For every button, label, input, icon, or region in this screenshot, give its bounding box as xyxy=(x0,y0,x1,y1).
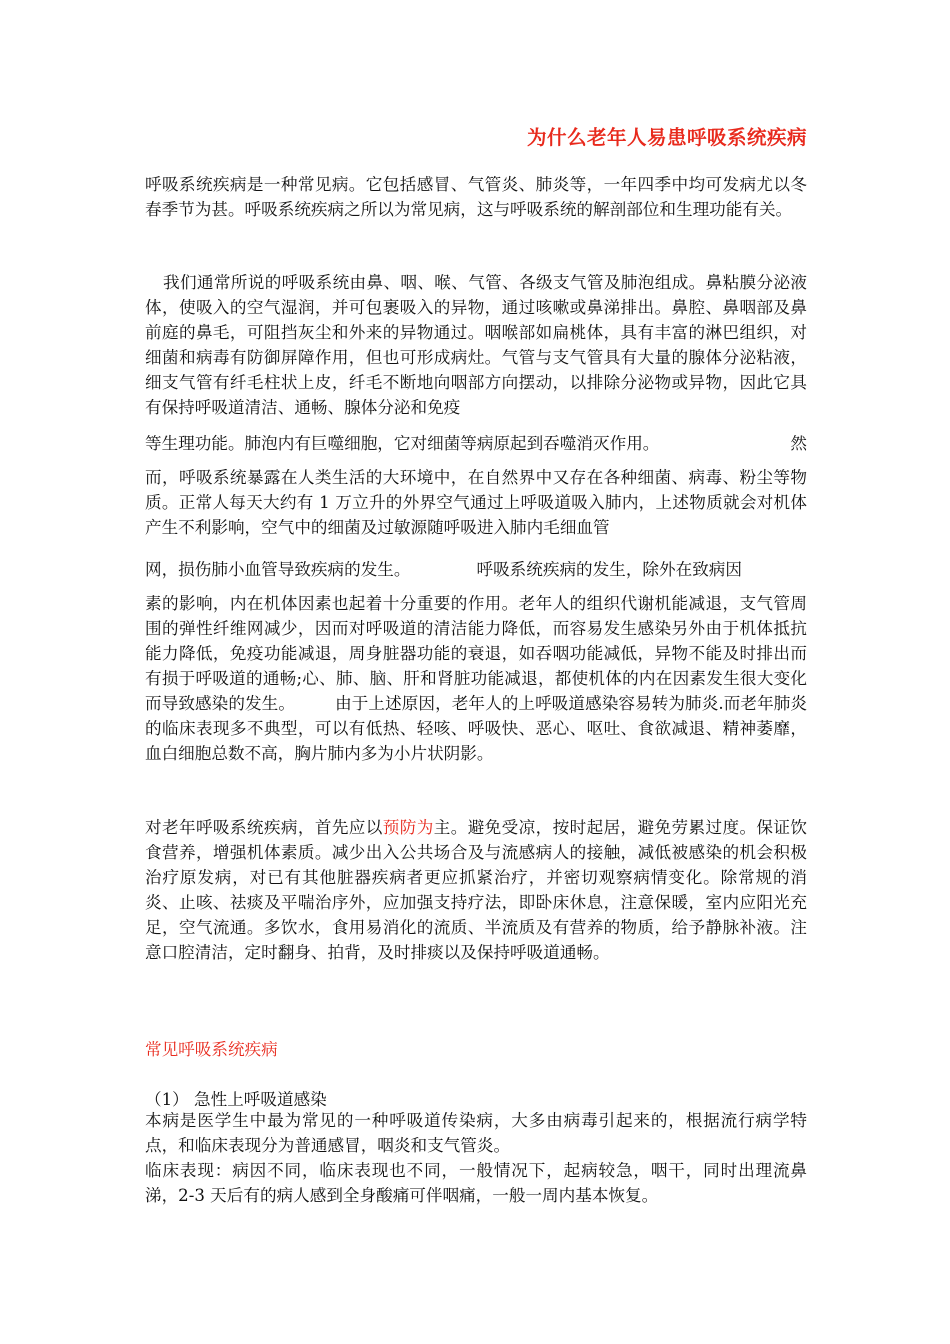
paragraph-lung-damage xyxy=(145,557,807,582)
paragraph-alveoli-tail: 然 xyxy=(790,434,807,453)
paragraph-prevention-highlight: 预防为 xyxy=(382,818,434,837)
subsection-title: （1） 急性上呼吸道感染 xyxy=(145,1090,327,1109)
paragraph-uri-description: 本病是医学生中最为常见的一种呼吸道传染病，大多由病毒引起来的，根据流行病学特点，和临床表现分为普通感冒，咽炎和支气管炎。 xyxy=(145,1111,807,1155)
paragraph-lung-damage-a: 网，损伤肺小血管导致疾病的发生。 xyxy=(145,560,411,579)
paragraph-respiratory-structure: 我们通常所说的呼吸系统由鼻、咽、喉、气管、各级支气管及肺泡组成。鼻粘膜分泌液体，使吸入的空气湿润，并可包裹吸入的异物，通过咳嗽或鼻涕排出。鼻腔、鼻咽部及鼻前庭的鼻毛，可阻挡灰尘和外来的异物通过。咽喉部如扁桃体，具有丰富的淋巴组织，对细菌和病毒有防御屏障作用，但也可形成病灶。气管与支气管具有大量的腺体分泌粘液，细支气管有纤毛柱状上皮，纤毛不断地向咽部方向摆动，以排除分泌物或异物，因此它具有保持呼吸道清洁、通畅、腺体分泌和免疫 xyxy=(145,273,807,417)
paragraph-alveoli xyxy=(145,431,807,456)
paragraph-prevention xyxy=(145,815,807,965)
paragraph-clinical-manifestation: 临床表现：病因不同，临床表现也不同，一般情况下，起病较急，咽干，同时出理流鼻涕，2-3 天后有的病人感到全身酸痛可伴咽痛，一般一周内基本恢复。 xyxy=(145,1161,807,1205)
paragraph-environment: 而，呼吸系统暴露在人类生活的大环境中，在自然界中又存在各种细菌、病毒、粉尘等物质。正常人每天大约有 1 万立升的外界空气通过上呼吸道吸入肺内，上述物质就会对机体产生不利影响，空气中的细菌及过敏源随呼吸进入肺内毛细血管 xyxy=(145,468,807,537)
paragraph-lung-damage-b: 呼吸系统疾病的发生，除外在致病因 xyxy=(476,560,742,579)
paragraph-intro: 呼吸系统疾病是一种常见病。它包括感冒、气管炎、肺炎等，一年四季中均可发病尤以冬春季节为甚。呼吸系统疾病之所以为常见病，这与呼吸系统的解剖部位和生理功能有关。 xyxy=(145,175,807,219)
paragraph-internal-factors-b: 由于上述原因，老年人的上呼吸道感染容易转为肺炎.而老年肺炎的临床表现多不典型，可以有低热、轻咳、呼吸快、恶心、呕吐、食欲减退、精神萎靡，血白细胞总数不高，胸片肺内多为小片状阴影。 xyxy=(145,694,807,763)
paragraph-alveoli-text: 等生理功能。肺泡内有巨噬细胞，它对细菌等病原起到吞噬消灭作用。 xyxy=(145,434,660,453)
paragraph-internal-factors xyxy=(145,591,807,766)
paragraph-prevention-a: 对老年呼吸系统疾病，首先应以 xyxy=(145,818,383,837)
section-title: 常见呼吸系统疾病 xyxy=(145,1040,278,1059)
paragraph-internal-factors-a: 素的影响，内在机体因素也起着十分重要的作用。老年人的组织代谢机能减退，支气管周围的弹性纤维网减少，因而对呼吸道的清洁能力降低，而容易发生感染另外由于机体抵抗能力降低，免疫功能减退，周身脏器功能的衰退，如吞咽功能减低，异物不能及时排出而有损于呼吸道的通畅;心、肺、脑、肝和肾脏功能减退，都使机体的内在因素发生很大变化而导致感染的发生。 xyxy=(145,594,807,713)
paragraph-prevention-b: 主。避免受凉，按时起居，避免劳累过度。保证饮食营养，增强机体素质。减少出入公共场合及与流感病人的接触，减低被感染的机会积极治疗原发病，对已有其他脏器疾病者更应抓紧治疗，并密切观察病情变化。除常规的消炎、止咳、祛痰及平喘治序外，应加强支持疗法，即卧床休息，注意保暖，室内应阳光充足，空气流通。多饮水，食用易消化的流质、半流质及有营养的物质，给予静脉补液。注意口腔清洁，定时翻身、拍背，及时排痰以及保持呼吸道通畅。 xyxy=(145,818,807,962)
document-title: 为什么老年人易患呼吸系统疾病 xyxy=(526,126,807,149)
